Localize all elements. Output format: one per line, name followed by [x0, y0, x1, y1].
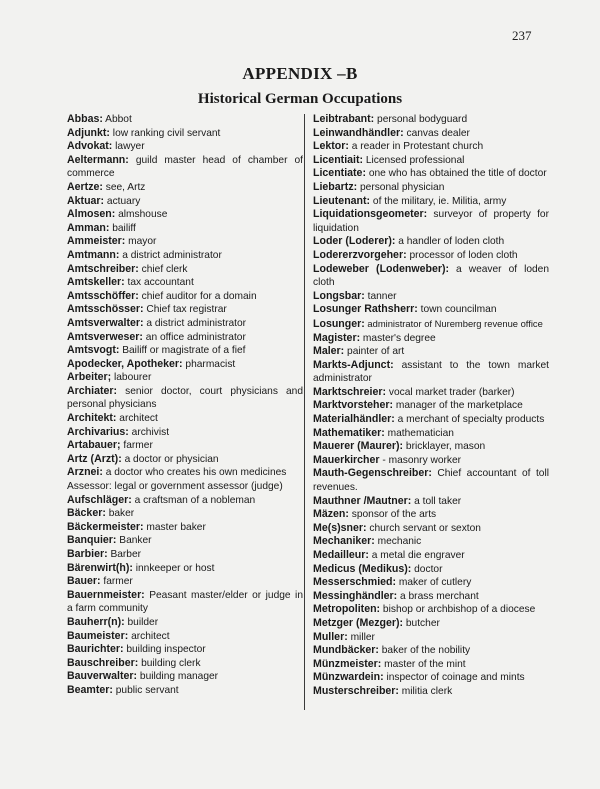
- entry-term: Aktuar:: [67, 194, 105, 207]
- entry-definition: baker of the nobility: [378, 645, 471, 657]
- entry-term: Amtskeller:: [67, 276, 125, 289]
- entry-definition: Banker: [116, 535, 152, 547]
- page-number: 237: [512, 28, 532, 43]
- entry-definition: church servant or sexton: [366, 522, 481, 534]
- glossary-entry: [67, 426, 303, 440]
- entry-definition: processor of loden cloth: [406, 249, 518, 261]
- entry-term: Mauerkircher: [313, 453, 380, 466]
- glossary-entry: [67, 344, 303, 358]
- glossary-entry: [67, 208, 303, 222]
- glossary-entry: [67, 548, 303, 562]
- glossary-entry: [67, 235, 303, 249]
- glossary-entry: [67, 290, 303, 304]
- entry-definition: a brass merchant: [397, 590, 479, 602]
- glossary-entry: [67, 684, 303, 698]
- entry-definition: a merchant of specialty products: [394, 414, 545, 426]
- entry-definition: canvas dealer: [403, 127, 470, 139]
- entry-term: Messerschmied:: [313, 576, 397, 589]
- entry-definition: of the military, ie. Militia, army: [370, 195, 507, 207]
- entry-term: Bauer:: [67, 575, 101, 588]
- entry-definition: master's degree: [360, 332, 436, 344]
- entry-term: Licentiate:: [313, 167, 366, 180]
- glossary-entry: [313, 345, 549, 359]
- entry-definition: Bailiff or magistrate of a fief: [119, 345, 246, 357]
- entry-definition: manager of the marketplace: [393, 400, 523, 412]
- entry-term: Loder (Loderer):: [313, 235, 396, 248]
- glossary-entry: [313, 658, 549, 672]
- entry-definition: miller: [347, 631, 375, 643]
- entry-definition: chief clerk: [138, 263, 188, 275]
- entry-term: Baurichter:: [67, 643, 124, 656]
- entry-definition: lawyer: [112, 141, 145, 153]
- entry-definition: a craftsman of a nobleman: [131, 494, 256, 506]
- entry-term: Licentiait:: [313, 153, 364, 166]
- glossary-entry: [67, 480, 303, 494]
- glossary-entry: [313, 303, 549, 317]
- glossary-entry: [67, 222, 303, 236]
- glossary-entry: [67, 195, 303, 209]
- entry-definition: building inspector: [123, 644, 206, 656]
- glossary-entry: [67, 113, 303, 127]
- entry-term: Medicus (Medikus):: [313, 562, 412, 575]
- entry-term: Maler:: [313, 345, 345, 358]
- entry-term: Mauerer (Maurer):: [313, 440, 404, 453]
- glossary-entry: [67, 371, 303, 385]
- entry-definition: actuary: [104, 195, 141, 207]
- entry-term: Aufschläger:: [67, 493, 132, 506]
- glossary-entry: [313, 413, 549, 427]
- glossary-entry: [67, 589, 303, 616]
- entry-definition: pharmacist: [182, 358, 236, 370]
- glossary-entry: [313, 208, 549, 235]
- entry-definition: farmer: [120, 440, 153, 452]
- page-title: APPENDIX –B: [242, 64, 358, 83]
- glossary-entry: [313, 317, 549, 332]
- entry-definition: one who has obtained the title of doctor: [365, 168, 547, 180]
- entry-term: Baumeister:: [67, 629, 129, 642]
- entry-definition: Barber: [107, 549, 142, 560]
- entry-definition: a doctor or physician: [121, 453, 219, 465]
- entry-term: Amtsverweser:: [67, 330, 143, 343]
- entry-term: Mauth-Gegenschreiber:: [313, 467, 432, 480]
- entry-definition: guild master head of chamber of commerce: [67, 154, 303, 180]
- entry-term: Bärenwirt(h):: [67, 561, 133, 574]
- entry-term: Bäcker:: [67, 507, 106, 520]
- entry-definition: a district administrator: [119, 249, 222, 261]
- glossary-entry: [67, 181, 303, 195]
- glossary-entry: [313, 181, 549, 195]
- entry-term: Marktschreier:: [313, 385, 387, 398]
- glossary-entry: [313, 535, 549, 549]
- glossary-entry: [67, 317, 303, 331]
- glossary-entry: [67, 385, 303, 412]
- glossary-entry: [67, 358, 303, 372]
- entry-term: Mundbäcker:: [313, 644, 379, 657]
- entry-definition: Peasant master/elder or judge in a farm community: [67, 589, 303, 615]
- entry-term: Apodecker, Apotheker:: [67, 357, 183, 370]
- entry-term: Longsbar:: [313, 289, 365, 302]
- glossary-entry: [313, 195, 549, 209]
- entry-definition: master of the mint: [381, 658, 466, 670]
- entry-definition: tax accountant: [124, 277, 194, 289]
- glossary-entry: [67, 562, 303, 576]
- entry-term: Bauverwalter:: [67, 670, 138, 683]
- entry-term: Leinwandhändler:: [313, 126, 404, 139]
- entry-term: Bäckermeister:: [67, 520, 144, 533]
- entry-term: Lieutenant:: [313, 194, 371, 207]
- entry-definition: an office administrator: [142, 331, 246, 343]
- entry-term: Arznei:: [67, 466, 103, 479]
- glossary-entry: [313, 386, 549, 400]
- glossary-entry: [67, 657, 303, 671]
- entry-term: Bauherr(n):: [67, 615, 125, 628]
- glossary-entry: [313, 495, 549, 509]
- entry-term: Musterschreiber:: [313, 684, 399, 697]
- entry-term: Leibtrabant:: [313, 113, 375, 125]
- entry-definition: builder: [124, 616, 159, 628]
- entry-term: Magister:: [313, 331, 361, 344]
- glossary-entry: [67, 670, 303, 684]
- entry-definition: a reader in Protestant church: [348, 141, 484, 153]
- right-column: [313, 113, 549, 699]
- entry-definition: painter of art: [344, 346, 405, 358]
- left-column: [67, 113, 303, 698]
- entry-definition: bishop or archbishop of a diocese: [380, 604, 536, 616]
- glossary-entry: [313, 113, 549, 127]
- glossary-entry: [313, 454, 549, 468]
- entry-term: Ammeister:: [67, 235, 126, 248]
- entry-definition: mathematician: [384, 427, 454, 439]
- entry-term: Losunger:: [313, 317, 365, 330]
- entry-definition: doctor: [411, 563, 443, 575]
- page-subtitle: Historical German Occupations: [197, 91, 403, 107]
- entry-term: Amtmann:: [67, 248, 120, 261]
- entry-term: Losunger Rathsherr:: [313, 303, 418, 316]
- entry-term: Aeltermann:: [67, 153, 129, 166]
- entry-term: Aertze:: [67, 180, 103, 193]
- entry-term: Materialhändler:: [313, 413, 395, 426]
- entry-term: Markts-Adjunct:: [313, 358, 394, 371]
- entry-definition: mechanic: [374, 536, 422, 548]
- entry-definition: senior doctor, court physicians and personal physicians: [67, 385, 303, 411]
- entry-term: Amtsvogt:: [67, 344, 120, 357]
- entry-term: Lodeweber (Lodenweber):: [313, 262, 450, 275]
- entry-definition: personal physician: [357, 181, 445, 193]
- entry-definition: building clerk: [138, 657, 201, 669]
- entry-term: Lodererzvorgeher:: [313, 248, 407, 261]
- entry-definition: labourer: [111, 372, 152, 384]
- glossary-entry: [67, 303, 303, 317]
- glossary-entry: [67, 575, 303, 589]
- entry-term: Metzger (Mezger):: [313, 616, 404, 629]
- glossary-entry: [67, 466, 303, 480]
- glossary-entry: [313, 332, 549, 346]
- entry-definition: low ranking civil servant: [109, 127, 221, 139]
- entry-definition: mayor: [125, 236, 157, 248]
- glossary-entry: [67, 616, 303, 630]
- entry-term: Amtsschöffer:: [67, 289, 139, 302]
- glossary-entry: [313, 154, 549, 168]
- entry-definition: a doctor who creates his own medicines: [102, 467, 287, 479]
- entry-definition: assistant to the town market administrator: [313, 359, 549, 385]
- entry-term: Messinghändler:: [313, 589, 398, 602]
- entry-term: Mäzen:: [313, 508, 349, 521]
- entry-definition: maker of cutlery: [396, 577, 472, 589]
- entry-term: Mauthner /Mautner:: [313, 494, 412, 507]
- glossary-entry: [67, 331, 303, 345]
- entry-term: Arbeiter;: [67, 371, 112, 384]
- entry-definition: building manager: [137, 671, 219, 683]
- glossary-entry: [67, 643, 303, 657]
- glossary-entry: [67, 534, 303, 548]
- entry-definition: tanner: [364, 290, 397, 302]
- glossary-entry: [313, 235, 549, 249]
- entry-definition: archivist: [128, 426, 170, 438]
- entry-term: Almosen:: [67, 208, 116, 221]
- entry-term: Bauernmeister:: [67, 588, 145, 601]
- entry-definition: almshouse: [115, 209, 168, 221]
- entry-term: Münzwardein:: [313, 671, 384, 684]
- glossary-entry: [67, 154, 303, 181]
- glossary-entry: [313, 359, 549, 386]
- entry-definition: innkeeper or host: [132, 562, 215, 574]
- entry-term: Metropoliten:: [313, 603, 381, 616]
- entry-term: Archivarius:: [67, 425, 129, 438]
- glossary-entry: [67, 630, 303, 644]
- entry-term: Lektor:: [313, 140, 349, 153]
- entry-term: Adjunkt:: [67, 126, 110, 139]
- entry-definition: chief auditor for a domain: [138, 290, 257, 302]
- entry-definition: a handler of loden cloth: [395, 236, 505, 248]
- entry-definition: personal bodyguard: [374, 114, 468, 125]
- glossary-entry: [67, 439, 303, 453]
- entry-term: Amman:: [67, 221, 110, 234]
- glossary-entry: [67, 521, 303, 535]
- entry-definition: farmer: [100, 576, 133, 588]
- glossary-entry: [313, 644, 549, 658]
- entry-definition: Chief tax registrar: [143, 304, 227, 316]
- entry-term: Artabauer;: [67, 439, 121, 452]
- entry-definition: - masonry worker: [379, 454, 462, 466]
- glossary-entry: [313, 508, 549, 522]
- glossary-entry: [67, 263, 303, 277]
- entry-definition: baker: [105, 508, 135, 520]
- glossary-entry: [313, 167, 549, 181]
- entry-definition: architect: [116, 413, 158, 425]
- entry-definition: master baker: [143, 521, 206, 533]
- entry-term: Amtsschösser:: [67, 303, 144, 316]
- entry-definition: sponsor of the arts: [348, 509, 437, 521]
- glossary-entry: [313, 127, 549, 141]
- entry-definition: militia clerk: [398, 685, 453, 697]
- glossary-entry: [313, 249, 549, 263]
- glossary-entry: [313, 290, 549, 304]
- glossary-entry: [313, 576, 549, 590]
- glossary-entry: [67, 140, 303, 154]
- glossary-entry: [67, 453, 303, 467]
- glossary-entry: [313, 522, 549, 536]
- entry-definition: Assessor: legal or government assessor (judge): [67, 481, 283, 493]
- entry-term: Me(s)sner:: [313, 521, 367, 534]
- entry-term: Archiater:: [67, 384, 118, 397]
- glossary-entry: [313, 590, 549, 604]
- glossary-entry: [313, 399, 549, 413]
- glossary-entry: [67, 494, 303, 508]
- entry-term: Artz (Arzt):: [67, 452, 122, 465]
- glossary-entry: [313, 671, 549, 685]
- glossary-entry: [313, 563, 549, 577]
- entry-term: Architekt:: [67, 412, 117, 425]
- entry-definition: architect: [128, 630, 170, 642]
- entry-definition: public servant: [112, 684, 179, 696]
- entry-definition: a metal die engraver: [368, 550, 465, 561]
- entry-term: Muller:: [313, 630, 348, 643]
- entry-term: Liebartz:: [313, 180, 358, 193]
- glossary-entry: [313, 549, 549, 563]
- entry-definition: butcher: [403, 617, 440, 629]
- glossary-entry: [313, 617, 549, 631]
- entry-term: Amtschreiber:: [67, 262, 139, 275]
- glossary-entry: [313, 140, 549, 154]
- entry-definition: see, Artz: [102, 181, 146, 193]
- entry-definition: vocal market trader (barker): [386, 386, 515, 398]
- entry-term: Abbas:: [67, 113, 103, 125]
- entry-definition: administrator of Nuremberg revenue office: [364, 317, 543, 329]
- glossary-entry: [313, 603, 549, 617]
- entry-definition: Licensed professional: [363, 154, 465, 166]
- entry-term: Mathematiker:: [313, 426, 385, 439]
- entry-definition: a weaver of loden cloth: [313, 263, 549, 289]
- glossary-entry: [67, 276, 303, 290]
- entry-definition: a district administrator: [143, 317, 247, 329]
- entry-term: Amtsverwalter:: [67, 316, 144, 329]
- entry-definition: a toll taker: [411, 495, 462, 507]
- glossary-entry: [313, 440, 549, 454]
- glossary-entry: [67, 127, 303, 141]
- entry-definition: bricklayer, mason: [403, 441, 486, 453]
- glossary-entry: [313, 685, 549, 699]
- entry-definition: town councilman: [417, 304, 497, 316]
- entry-term: Barbier:: [67, 548, 108, 560]
- glossary-entry: [67, 412, 303, 426]
- entry-term: Beamter:: [67, 683, 113, 696]
- entry-definition: Chief accountant of toll revenues.: [313, 468, 549, 494]
- entry-term: Mechaniker:: [313, 535, 375, 548]
- entry-term: Medailleur:: [313, 549, 369, 561]
- glossary-entry: [313, 263, 549, 290]
- entry-definition: surveyor of property for liquidation: [313, 209, 549, 234]
- entry-term: Advokat:: [67, 140, 113, 153]
- column-divider: [304, 114, 305, 710]
- glossary-entry: [67, 507, 303, 521]
- glossary-entry: [313, 427, 549, 441]
- entry-definition: inspector of coinage and mints: [383, 672, 525, 684]
- entry-term: Münzmeister:: [313, 657, 382, 670]
- entry-term: Marktvorsteher:: [313, 399, 394, 412]
- entry-term: Bauschreiber:: [67, 656, 139, 669]
- glossary-entry: [67, 249, 303, 263]
- glossary-entry: [313, 467, 549, 494]
- entry-term: Liquidationsgeometer:: [313, 208, 428, 221]
- glossary-entry: [313, 631, 549, 645]
- entry-definition: Abbot: [102, 114, 132, 125]
- entry-definition: bailiff: [109, 222, 136, 234]
- entry-term: Banquier:: [67, 534, 117, 547]
